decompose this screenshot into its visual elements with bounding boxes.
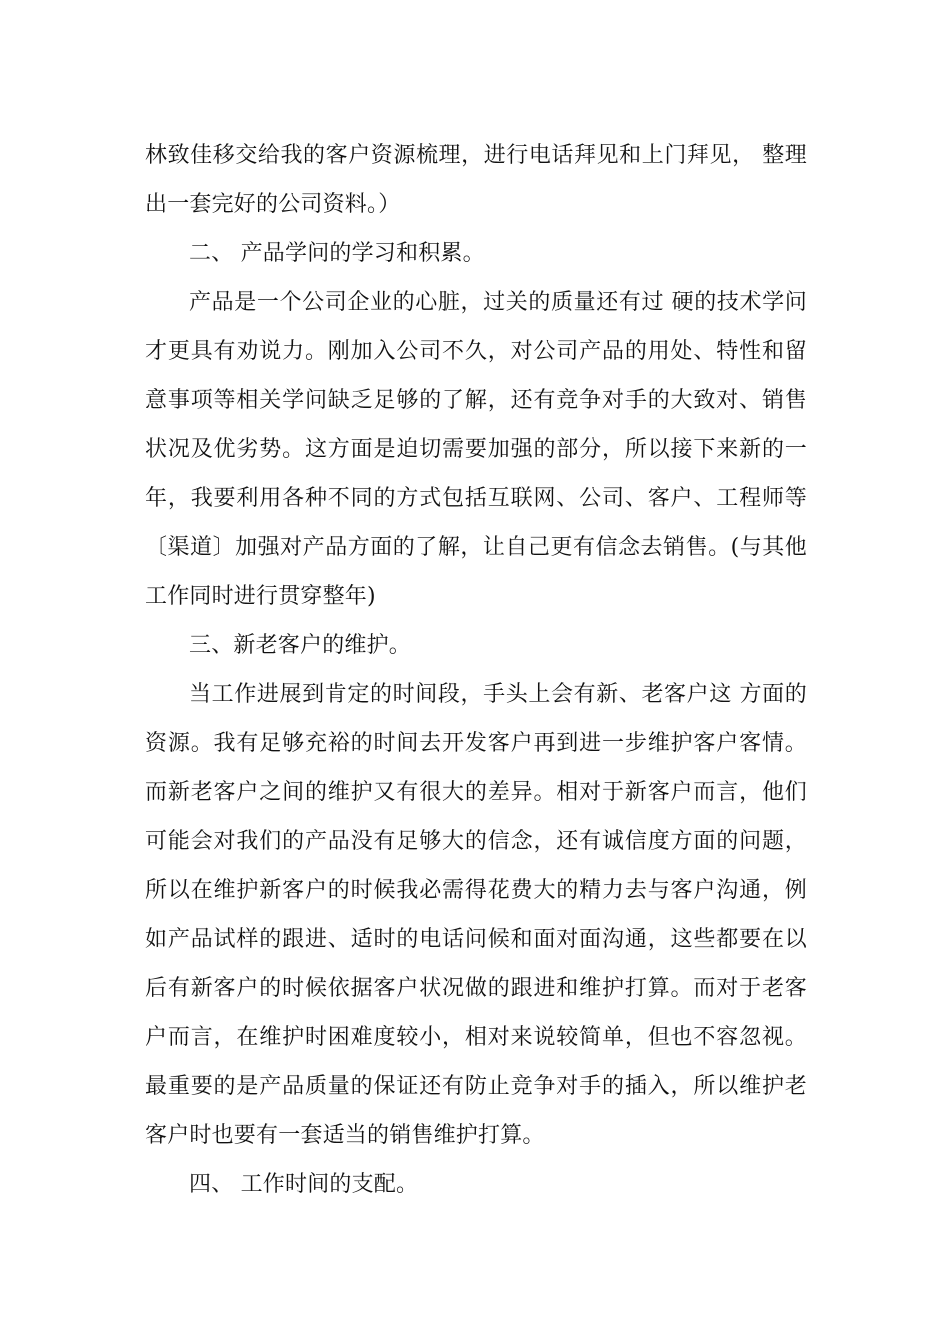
section-heading-4: 四、 工作时间的支配。	[189, 1172, 419, 1197]
paragraph-continuation: 林致佳移交给我的客户资源梳理，进行电话拜见和上门拜见， 整理出一套完好的公司资料。）	[145, 143, 807, 217]
document-body	[145, 131, 807, 1209]
paragraph-customer-maintenance: 当工作进展到肯定的时间段，手头上会有新、老客户这 方面的资源。我有足够充裕的时间去开发客户再到进一步维护客户客情。而新老客户之间的维护又有很大的差异。相对于新客户而言，他们可能会对我们的产品没有足够大的信念，还有诚信度方面的问题，所以在维护新客户的时候我必需得花费大的精力去与客户沟通，例如产品试样的跟进、适时的电话问候和面对面沟通，这些都要在以后有新客户的时候依据客户状况做的跟进和维护打算。而对于老客户而言，在维护时困难度较小，相对来说较简单，但也不容忽视。最重要的是产品质量的保证还有防止竞争对手的插入，所以维护老客户时也要有一套适当的销售维护打算。	[145, 682, 807, 1148]
paragraph-product-knowledge: 产品是一个公司企业的心脏，过关的质量还有过 硬的技术学问才更具有劝说力。刚加入公司不久，对公司产品的用处、特性和留意事项等相关学问缺乏足够的了解，还有竞争对手的大致对、销售状况及优劣势。这方面是迫切需要加强的部分，所以接下来新的一年，我要利用各种不同的方式包括互联网、公司、客户、工程师等〔渠道〕加强对产品方面的了解，让自己更有信念去销售。(与其他工作同时进行贯穿整年)	[145, 290, 807, 609]
section-heading-3: 三、新老客户的维护。	[189, 633, 412, 658]
section-heading-2: 二、 产品学问的学习和积累。	[189, 241, 485, 266]
